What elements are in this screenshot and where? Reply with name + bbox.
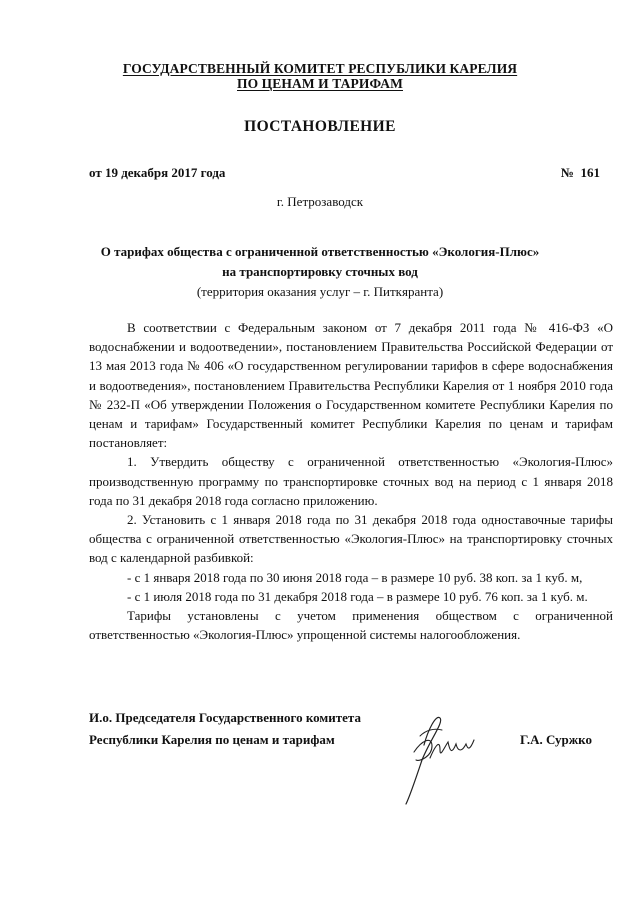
committee-name-line2: ПО ЦЕНАМ И ТАРИФАМ (237, 76, 403, 91)
document-subject (0, 242, 640, 302)
tariff-period-2: - с 1 июля 2018 года по 31 декабря 2018 года – в размере 10 руб. 76 коп. за 1 куб. м. (127, 588, 588, 604)
subject-line1: О тарифах общества с ограниченной ответственностью «Экология-Плюс» (100, 244, 540, 259)
clause-2-paragraph: 2. Установить с 1 января 2018 года по 31 декабря 2018 года одноставочные тарифы общества с ограниченной ответственностью «Экология-Плюс» на транспортировку сточных вод с календарной разбивкой: (89, 512, 613, 566)
signatory-position (89, 707, 361, 751)
committee-name (0, 61, 640, 91)
document-type: ПОСТАНОВЛЕНИЕ (244, 118, 396, 135)
document-body (89, 318, 613, 644)
preamble-paragraph: В соответствии с Федеральным законом от 7 декабря 2011 года № 416-ФЗ «О водоснабжении и водоотведении», постановлением Правительства Российской Федерации от 13 мая 2013 года № 406 «О государственном регулировании тарифов в сфере водоснабжения и водоотведения», постановлением Правительства Республики Карелия от 1 ноября 2010 года № 232-П «Об утверждении Положения о Государственном комитете Республики Карелия по ценам и тарифам» Государственный комитет Республики Карелия по ценам и тарифам постановляет: (89, 320, 613, 451)
handwritten-signature (384, 700, 494, 810)
tariff-period-1: - с 1 января 2018 года по 30 июня 2018 года – в размере 10 руб. 38 коп. за 1 куб. м, (127, 569, 583, 585)
subject-line3: (территория оказания услуг – г. Питкяранта) (196, 284, 444, 299)
document-number: № 161 (560, 165, 600, 180)
committee-name-line1: ГОСУДАРСТВЕННЫЙ КОМИТЕТ РЕСПУБЛИКИ КАРЕЛИЯ (122, 61, 518, 76)
document-date: от 19 декабря 2017 года (89, 165, 226, 180)
signatory-name: Г.А. Суржко (520, 732, 592, 747)
signatory-position-line2: Республики Карелия по ценам и тарифам (89, 732, 335, 747)
tax-note-paragraph: Тарифы установлены с учетом применения обществом с ограниченной ответственностью «Экология-Плюс» упрощенной системы налогообложения. (89, 608, 613, 643)
signatory-position-line1: И.о. Председателя Государственного комитета (89, 710, 361, 725)
document-city: г. Петрозаводск (276, 194, 364, 209)
clause-1-paragraph: 1. Утвердить обществу с ограниченной ответственностью «Экология-Плюс» производственную программу по транспортировке сточных вод на период с 1 января 2018 года по 31 декабря 2018 года согласно приложению. (89, 454, 613, 508)
subject-line2: на транспортировку сточных вод (222, 264, 418, 279)
